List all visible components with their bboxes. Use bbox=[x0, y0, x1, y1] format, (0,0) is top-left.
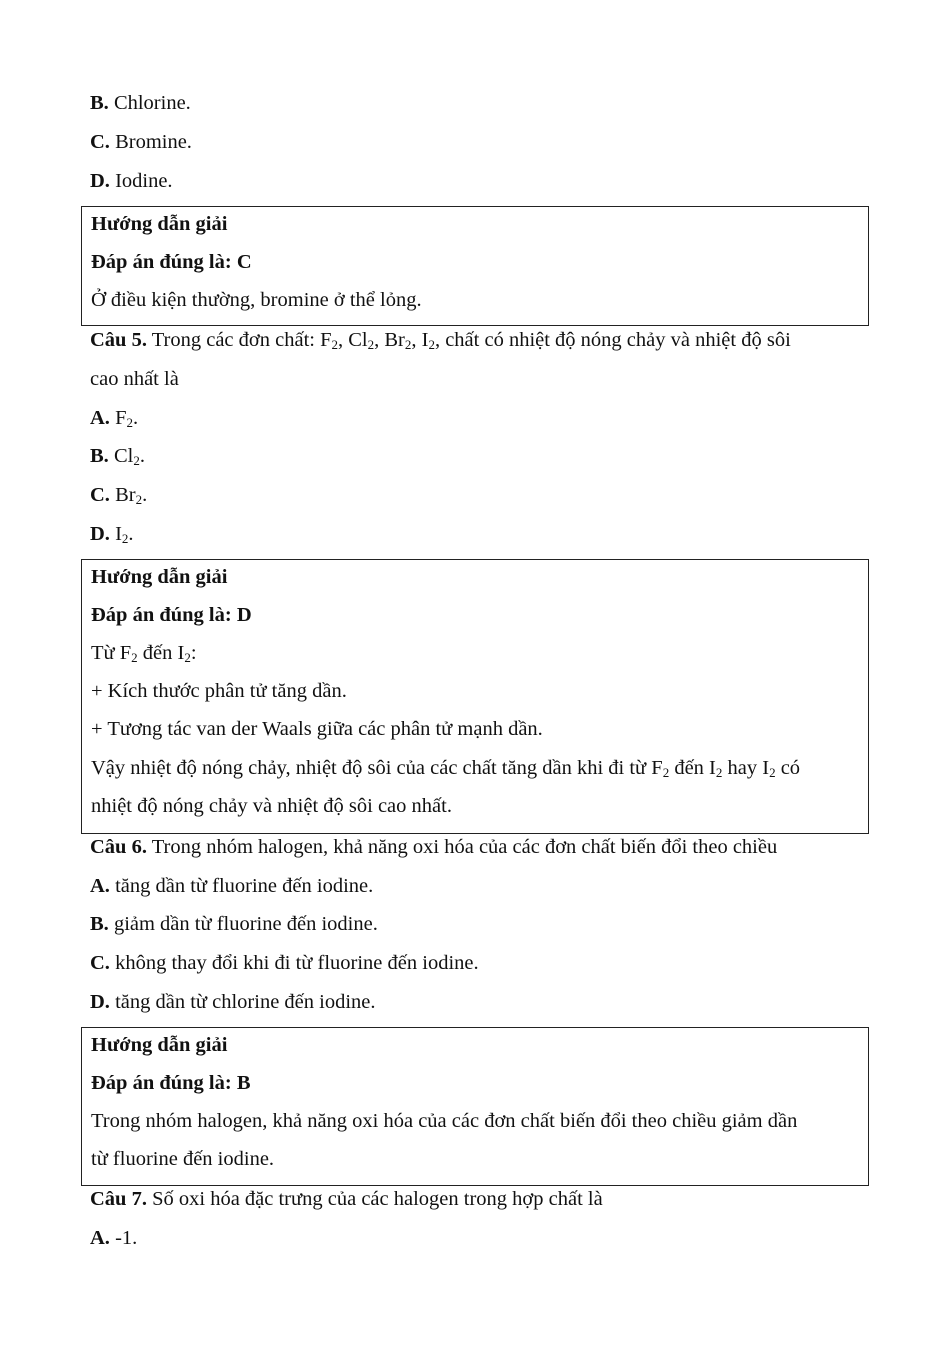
question-label: Câu 5. bbox=[90, 329, 147, 351]
solution-answer: Đáp án đúng là: C bbox=[91, 251, 252, 273]
option-text: Iodine. bbox=[115, 170, 173, 192]
q4-option-b bbox=[90, 91, 191, 115]
option-text: Chlorine. bbox=[113, 92, 191, 114]
solution-answer: Đáp án đúng là: B bbox=[91, 1072, 251, 1094]
q5-option-b: B. $Cl_2$. bbox=[90, 445, 145, 468]
solution-line-5: nhiệt độ nóng chảy và nhiệt độ sôi cao nhất. bbox=[91, 795, 452, 817]
q7-option-a: A. -1. bbox=[90, 1227, 138, 1249]
q4-option-d bbox=[90, 169, 173, 193]
q6-option-d: D. tăng dần từ chlorine đến iodine. bbox=[90, 991, 376, 1013]
question-label: Câu 6. bbox=[90, 836, 147, 858]
solution-heading: Hướng dẫn giải bbox=[91, 566, 228, 588]
option-label: B. bbox=[90, 92, 109, 114]
q5-option-a: A. $F_2$. bbox=[90, 407, 139, 430]
q6-solution-box bbox=[81, 1027, 869, 1186]
solution-line-1: Trong nhóm halogen, khả năng oxi hóa của các đơn chất biến đổi theo chiều giảm dần bbox=[91, 1110, 798, 1132]
option-label: D. bbox=[90, 170, 110, 192]
solution-line-2: + Kích thước phân tử tăng dần. bbox=[91, 680, 347, 702]
q6-option-c: C. không thay đổi khi đi từ fluorine đến iodine. bbox=[90, 952, 479, 974]
q6-stem: Câu 6. Trong nhóm halogen, khả năng oxi hóa của các đơn chất biến đổi theo chiều bbox=[90, 836, 778, 858]
solution-explanation: Ở điều kiện thường, bromine ở thể lỏng. bbox=[91, 289, 422, 311]
solution-heading: Hướng dẫn giải bbox=[91, 213, 228, 235]
option-label: C. bbox=[90, 131, 110, 153]
solution-line-1: Từ $F_2$ đến $I_2$: bbox=[91, 642, 197, 665]
q4-solution-box bbox=[81, 206, 869, 326]
q5-solution-box bbox=[81, 559, 869, 834]
question-label: Câu 7. bbox=[90, 1188, 147, 1210]
q5-option-d: D. $I_2$. bbox=[90, 523, 134, 546]
q5-option-c: C. $Br_2$. bbox=[90, 484, 148, 507]
solution-answer: Đáp án đúng là: D bbox=[91, 604, 252, 626]
solution-heading: Hướng dẫn giải bbox=[91, 1034, 228, 1056]
option-text: Bromine. bbox=[115, 131, 192, 153]
solution-line-4: Vậy nhiệt độ nóng chảy, nhiệt độ sôi của các chất tăng dần khi đi từ $F_2$ đến $I_2$ hay $I_2$ có bbox=[91, 757, 801, 780]
q5-stem-line2: cao nhất là bbox=[90, 368, 179, 390]
solution-line-2: từ fluorine đến iodine. bbox=[91, 1148, 275, 1170]
q4-option-c bbox=[90, 130, 192, 154]
q7-stem: Câu 7. Số oxi hóa đặc trưng của các halogen trong hợp chất là bbox=[90, 1188, 603, 1210]
q5-stem-line1: Câu 5. Trong các đơn chất: $F_2$, $Cl_2$, $Br_2$, $I_2$, chất có nhiệt độ nóng chảy và nhiệt độ sôi bbox=[90, 329, 791, 352]
solution-line-3: + Tương tác van der Waals giữa các phân tử mạnh dần. bbox=[91, 718, 543, 740]
q6-option-a: A. tăng dần từ fluorine đến iodine. bbox=[90, 875, 374, 897]
q6-option-b: B. giảm dần từ fluorine đến iodine. bbox=[90, 913, 378, 935]
